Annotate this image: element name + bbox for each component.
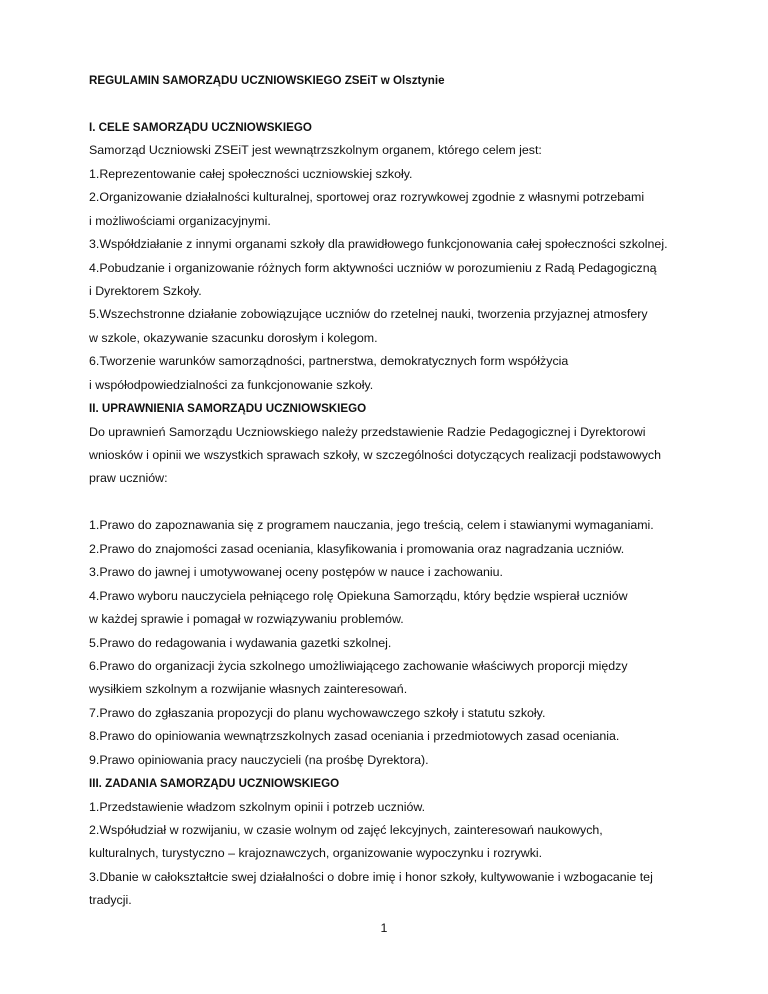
- text-line: 5.Prawo do redagowania i wydawania gazetki szkolnej.: [89, 635, 392, 650]
- text-line: 9.Prawo opiniowania pracy nauczycieli (na prośbę Dyrektora).: [89, 752, 429, 767]
- text-line: 2.Prawo do znajomości zasad oceniania, klasyfikowania i promowania oraz nagradzania uczniów.: [89, 541, 625, 556]
- text-line: wysiłkiem szkolnym a rozwijanie własnych zainteresowań.: [89, 682, 408, 697]
- text-line: 1.Reprezentowanie całej społeczności uczniowskiej szkoły.: [89, 166, 413, 181]
- text-line: 1.Przedstawienie władzom szkolnym opinii i potrzeb uczniów.: [89, 799, 426, 814]
- text-line: i możliwościami organizacyjnymi.: [89, 213, 271, 228]
- page-number: 1: [380, 921, 388, 935]
- document-body: [89, 69, 749, 913]
- text-line: 6.Tworzenie warunków samorządności, partnerstwa, demokratycznych form współżycia: [89, 354, 569, 369]
- text-line: 2.Organizowanie działalności kulturalnej, sportowej oraz rozrywkowej zgodnie z własnymi potrzebami: [89, 190, 645, 205]
- text-line: w każdej sprawie i pomagał w rozwiązywaniu problemów.: [89, 612, 404, 627]
- text-line: 6.Prawo do organizacji życia szkolnego umożliwiającego zachowanie właściwych proporcji między: [89, 658, 628, 673]
- section-heading: III. ZADANIA SAMORZĄDU UCZNIOWSKIEGO: [89, 777, 340, 791]
- text-line: 3.Prawo do jawnej i umotywowanej oceny postępów w nauce i zachowaniu.: [89, 565, 503, 580]
- text-line: 4.Prawo wyboru nauczyciela pełniącego rolę Opiekuna Samorządu, który będzie wspierał uczniów: [89, 588, 628, 603]
- text-line: 7.Prawo do zgłaszania propozycji do planu wychowawczego szkoły i statutu szkoły.: [89, 705, 546, 720]
- text-line: Samorząd Uczniowski ZSEiT jest wewnątrzszkolnym organem, którego celem jest:: [89, 143, 542, 158]
- text-line: 8.Prawo do opiniowania wewnątrzszkolnych zasad oceniania i przedmiotowych zasad oceniania.: [89, 729, 620, 744]
- text-line: i Dyrektorem Szkoły.: [89, 283, 202, 298]
- text-line: 1.Prawo do zapoznawania się z programem nauczania, jego treścią, celem i stawianymi wymaganiami.: [89, 518, 654, 533]
- text-line: wniosków i opinii we wszystkich sprawach szkoły, w szczególności dotyczących realizacji podstawowych: [89, 448, 662, 462]
- text-line: 5.Wszechstronne działanie zobowiązujące uczniów do rzetelnej nauki, tworzenia przyjaznej atmosfery: [89, 307, 648, 322]
- text-line: w szkole, okazywanie szacunku dorosłym i kolegom.: [89, 330, 378, 345]
- text-line: i współodpowiedzialności za funkcjonowanie szkoły.: [89, 377, 374, 392]
- section-heading: I. CELE SAMORZĄDU UCZNIOWSKIEGO: [89, 120, 312, 134]
- text-line: kulturalnych, turystyczno – krajoznawczych, organizowanie wypoczynku i rozrywki.: [89, 846, 543, 861]
- section-heading: REGULAMIN SAMORZĄDU UCZNIOWSKIEGO ZSEiT w Olsztynie: [89, 74, 445, 87]
- section-heading: II. UPRAWNIENIA SAMORZĄDU UCZNIOWSKIEGO: [89, 402, 367, 416]
- text-line: Do uprawnień Samorządu Uczniowskiego należy przedstawienie Radzie Pedagogicznej i Dyrektorowi: [89, 424, 646, 439]
- blank-line: [89, 92, 749, 115]
- text-line: praw uczniów:: [89, 471, 168, 486]
- text-line: 3.Dbanie w całokształtcie swej działalności o dobre imię i honor szkoły, kultywowanie i wzbogacanie tej: [89, 869, 653, 884]
- text-line: 4.Pobudzanie i organizowanie różnych form aktywności uczniów w porozumieniu z Radą Pedagogiczną: [89, 260, 657, 275]
- text-line: 2.Współudział w rozwijaniu, w czasie wolnym od zajęć lekcyjnych, zainteresowań naukowych,: [89, 823, 603, 837]
- blank-line: [89, 491, 749, 514]
- text-line: tradycji.: [89, 893, 132, 908]
- text-line: 3.Współdziałanie z innymi organami szkoły dla prawidłowego funkcjonowania całej społeczności szkolnej.: [89, 237, 668, 252]
